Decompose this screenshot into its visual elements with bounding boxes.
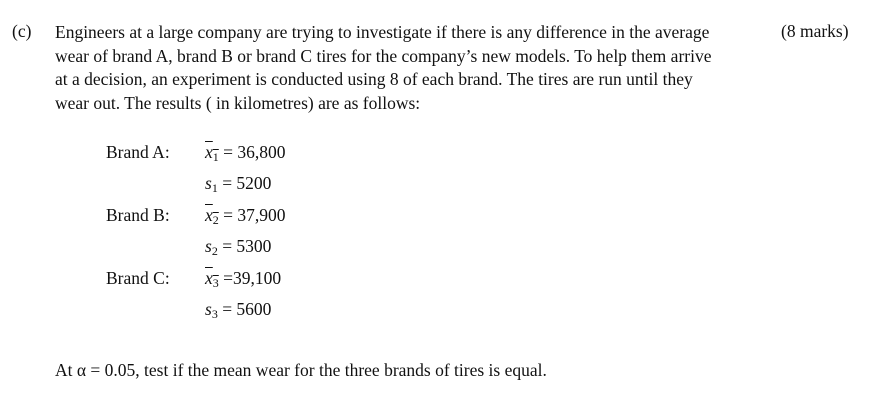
mean-value: =39,100 bbox=[218, 268, 282, 288]
mean-value: = 37,900 bbox=[218, 205, 286, 225]
brand-b-sd bbox=[205, 236, 271, 259]
brand-a-label: Brand A: bbox=[106, 142, 170, 162]
sd-symbol: $s_1$ bbox=[205, 173, 218, 195]
brand-a-sd bbox=[205, 173, 271, 196]
sd-value: = 5600 bbox=[217, 299, 272, 319]
sd-value: = 5300 bbox=[217, 236, 272, 256]
question-line: at a decision, an experiment is conducted using 8 of each brand. The tires are run until they bbox=[55, 69, 693, 89]
mean-symbol: $x_1$ bbox=[205, 142, 219, 164]
question-line: wear of brand A, brand B or brand C tires for the company’s new models. To help them arrive bbox=[55, 45, 712, 66]
brand-a-mean bbox=[205, 142, 286, 165]
brand-b-mean bbox=[205, 205, 286, 228]
brand-c-sd bbox=[205, 299, 271, 322]
mean-symbol: $x_2$ bbox=[205, 205, 219, 227]
mean-symbol: $x_3$ bbox=[205, 268, 219, 290]
question-line: Engineers at a large company are trying to investigate if there is any difference in the average bbox=[55, 22, 710, 42]
test-instruction: At α = 0.05, test if the mean wear for the three brands of tires is equal. bbox=[55, 360, 547, 380]
marks-label: (8 marks) bbox=[781, 21, 849, 41]
sd-symbol: $s_2$ bbox=[205, 236, 218, 258]
brand-c-mean bbox=[205, 268, 281, 291]
brand-c-label: Brand C: bbox=[106, 268, 170, 288]
brand-b-label: Brand B: bbox=[106, 205, 170, 225]
mean-value: = 36,800 bbox=[218, 142, 286, 162]
question-line: wear out. The results ( in kilometres) are as follows: bbox=[55, 92, 421, 113]
question-text bbox=[55, 21, 755, 115]
sd-value: = 5200 bbox=[217, 173, 272, 193]
question-label: (c) bbox=[12, 21, 32, 41]
sd-symbol: $s_3$ bbox=[205, 299, 218, 321]
